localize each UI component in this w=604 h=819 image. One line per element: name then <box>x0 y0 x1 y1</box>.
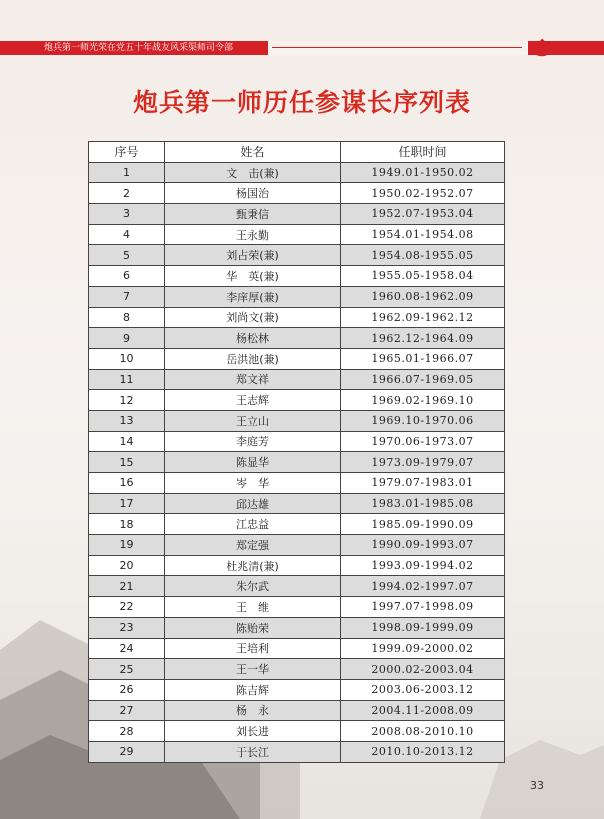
table-row <box>89 679 505 700</box>
cell-name: 于长江 <box>165 741 341 762</box>
column-header-no: 序号 <box>89 142 165 163</box>
cell-name: 甄秉信 <box>165 204 341 225</box>
table-row <box>89 183 505 204</box>
cell-no: 13 <box>89 410 165 431</box>
cell-name: 杨 永 <box>165 700 341 721</box>
cell-term: 1983.01-1985.08 <box>341 493 505 514</box>
cell-name: 王培利 <box>165 638 341 659</box>
cell-name: 朱尔武 <box>165 576 341 597</box>
table-row <box>89 162 505 183</box>
table-row <box>89 328 505 349</box>
cell-term: 1985.09-1990.09 <box>341 514 505 535</box>
cell-term: 1955.05-1958.04 <box>341 266 505 287</box>
cell-no: 12 <box>89 390 165 411</box>
table-row <box>89 452 505 473</box>
cell-term: 2008.08-2010.10 <box>341 721 505 742</box>
cell-no: 7 <box>89 286 165 307</box>
cell-name: 文 击(兼) <box>165 162 341 183</box>
cell-no: 21 <box>89 576 165 597</box>
table-row <box>89 741 505 762</box>
table-row <box>89 555 505 576</box>
cell-term: 1997.07-1998.09 <box>341 597 505 618</box>
cell-term: 1954.01-1954.08 <box>341 224 505 245</box>
cell-term: 2000.02-2003.04 <box>341 659 505 680</box>
cell-name: 王立山 <box>165 410 341 431</box>
header-bar-right <box>558 41 604 55</box>
cell-term: 1973.09-1979.07 <box>341 452 505 473</box>
cell-no: 17 <box>89 493 165 514</box>
table-row <box>89 700 505 721</box>
cell-term: 1966.07-1969.05 <box>341 369 505 390</box>
cell-no: 29 <box>89 741 165 762</box>
table-row <box>89 659 505 680</box>
cell-term: 1990.09-1993.07 <box>341 535 505 556</box>
cell-name: 李庭芳 <box>165 431 341 452</box>
page-number: 33 <box>530 779 544 792</box>
cell-no: 16 <box>89 473 165 494</box>
cell-no: 23 <box>89 617 165 638</box>
cell-no: 2 <box>89 183 165 204</box>
cell-term: 1954.08-1955.05 <box>341 245 505 266</box>
table-row <box>89 431 505 452</box>
cell-term: 1962.09-1962.12 <box>341 307 505 328</box>
cell-no: 15 <box>89 452 165 473</box>
table-row <box>89 245 505 266</box>
cell-term: 1952.07-1953.04 <box>341 204 505 225</box>
table-row <box>89 535 505 556</box>
cell-term: 1979.07-1983.01 <box>341 473 505 494</box>
table-row <box>89 514 505 535</box>
cell-name: 王 维 <box>165 597 341 618</box>
cell-name: 华 英(兼) <box>165 266 341 287</box>
cell-no: 5 <box>89 245 165 266</box>
cell-no: 1 <box>89 162 165 183</box>
cell-name: 王永勤 <box>165 224 341 245</box>
cell-no: 9 <box>89 328 165 349</box>
column-header-term: 任职时间 <box>341 142 505 163</box>
cell-term: 1993.09-1994.02 <box>341 555 505 576</box>
table-row <box>89 224 505 245</box>
cell-no: 26 <box>89 679 165 700</box>
cell-name: 江忠益 <box>165 514 341 535</box>
cell-no: 6 <box>89 266 165 287</box>
cell-term: 1999.09-2000.02 <box>341 638 505 659</box>
chief-of-staff-table <box>88 141 505 763</box>
cell-name: 陈贻荣 <box>165 617 341 638</box>
cell-no: 8 <box>89 307 165 328</box>
table-row <box>89 369 505 390</box>
cell-no: 19 <box>89 535 165 556</box>
table-row <box>89 617 505 638</box>
cell-name: 李庠厚(兼) <box>165 286 341 307</box>
cell-no: 20 <box>89 555 165 576</box>
cell-term: 1965.01-1966.07 <box>341 348 505 369</box>
table-header-row <box>89 142 505 163</box>
cell-name: 王志辉 <box>165 390 341 411</box>
cell-name: 王一华 <box>165 659 341 680</box>
cell-name: 刘尚文(兼) <box>165 307 341 328</box>
cell-term: 1970.06-1973.07 <box>341 431 505 452</box>
header-gap <box>268 41 528 55</box>
column-header-name: 姓名 <box>165 142 341 163</box>
table-row <box>89 348 505 369</box>
cell-no: 10 <box>89 348 165 369</box>
page-title: 炮兵第一师历任参谋长序列表 <box>132 88 471 117</box>
cell-term: 1998.09-1999.09 <box>341 617 505 638</box>
cell-term: 1962.12-1964.09 <box>341 328 505 349</box>
table-row <box>89 597 505 618</box>
cell-term: 2010.10-2013.12 <box>341 741 505 762</box>
hammer-sickle-icon <box>531 38 553 60</box>
cell-term: 1969.02-1969.10 <box>341 390 505 411</box>
table-row <box>89 493 505 514</box>
table-row <box>89 204 505 225</box>
cell-name: 杜兆清(兼) <box>165 555 341 576</box>
cell-term: 2003.06-2003.12 <box>341 679 505 700</box>
cell-name: 岳洪池(兼) <box>165 348 341 369</box>
header-rule <box>272 47 522 48</box>
cell-no: 25 <box>89 659 165 680</box>
table-row <box>89 390 505 411</box>
cell-term: 1949.01-1950.02 <box>341 162 505 183</box>
cell-name: 陈吉辉 <box>165 679 341 700</box>
table-row <box>89 410 505 431</box>
cell-no: 18 <box>89 514 165 535</box>
table-row <box>89 473 505 494</box>
running-header: 炮兵第一师光荣在党五十年战友风采渠师司令部 <box>0 41 268 55</box>
cell-no: 11 <box>89 369 165 390</box>
cell-name: 郑文祥 <box>165 369 341 390</box>
cell-no: 22 <box>89 597 165 618</box>
table-row <box>89 576 505 597</box>
cell-term: 1960.08-1962.09 <box>341 286 505 307</box>
table-row <box>89 286 505 307</box>
cell-no: 24 <box>89 638 165 659</box>
cell-name: 陈显华 <box>165 452 341 473</box>
cell-term: 2004.11-2008.09 <box>341 700 505 721</box>
cell-term: 1950.02-1952.07 <box>341 183 505 204</box>
table-row <box>89 638 505 659</box>
cell-name: 刘占荣(兼) <box>165 245 341 266</box>
table-row <box>89 266 505 287</box>
cell-no: 28 <box>89 721 165 742</box>
cell-name: 杨国治 <box>165 183 341 204</box>
cell-no: 4 <box>89 224 165 245</box>
cell-name: 杨松林 <box>165 328 341 349</box>
cell-no: 27 <box>89 700 165 721</box>
cell-name: 岑 华 <box>165 473 341 494</box>
cell-no: 3 <box>89 204 165 225</box>
cell-name: 邱达雄 <box>165 493 341 514</box>
cell-term: 1969.10-1970.06 <box>341 410 505 431</box>
table-row <box>89 307 505 328</box>
cell-name: 刘长进 <box>165 721 341 742</box>
cell-name: 郑定强 <box>165 535 341 556</box>
cell-term: 1994.02-1997.07 <box>341 576 505 597</box>
cell-no: 14 <box>89 431 165 452</box>
table-row <box>89 721 505 742</box>
